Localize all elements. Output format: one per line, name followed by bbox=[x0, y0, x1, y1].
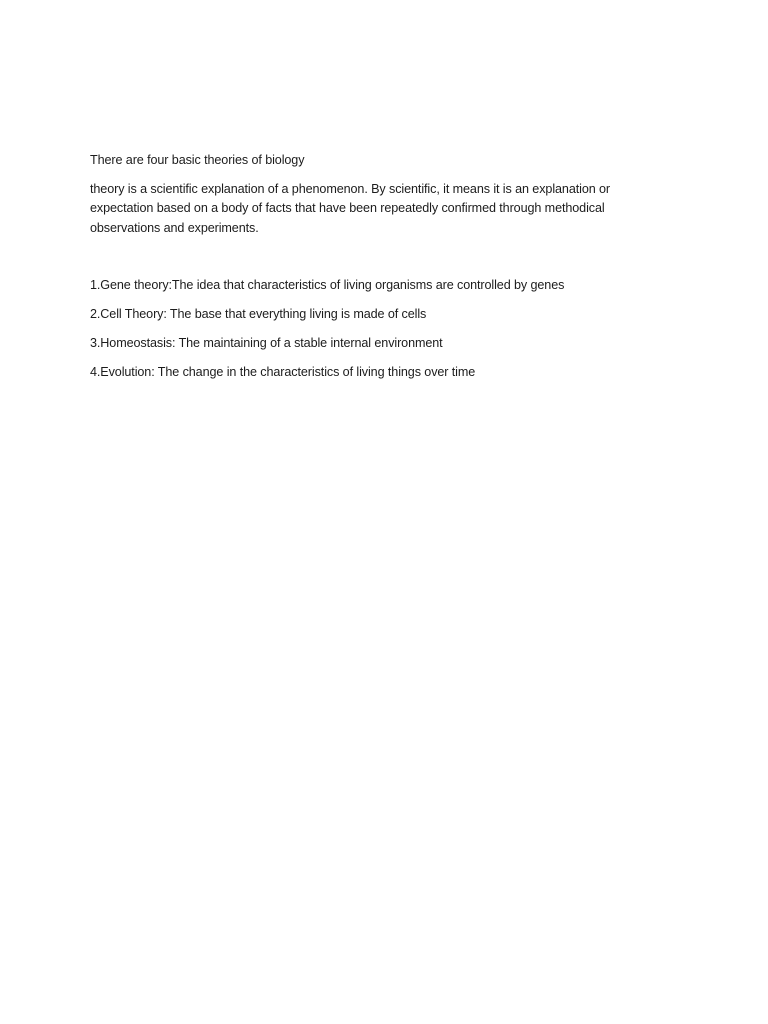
list-item: 2.Cell Theory: The base that everything living is made of cells bbox=[90, 307, 427, 321]
list-item: 3.Homeostasis: The maintaining of a stable internal environment bbox=[90, 336, 443, 350]
intro-line: There are four basic theories of biology bbox=[90, 153, 305, 167]
list-item: 4.Evolution: The change in the characteristics of living things over time bbox=[90, 365, 476, 379]
document-body bbox=[90, 151, 650, 392]
list-item: 1.Gene theory:The idea that characteristics of living organisms are controlled by genes bbox=[90, 278, 565, 292]
theory-definition-paragraph: theory is a scientific explanation of a phenomenon. By scientific, it means it is an explanation or expectation based on a body of facts that have been repeatedly confirmed through methodical observations and experiments. bbox=[90, 181, 611, 235]
theory-list bbox=[90, 276, 650, 383]
